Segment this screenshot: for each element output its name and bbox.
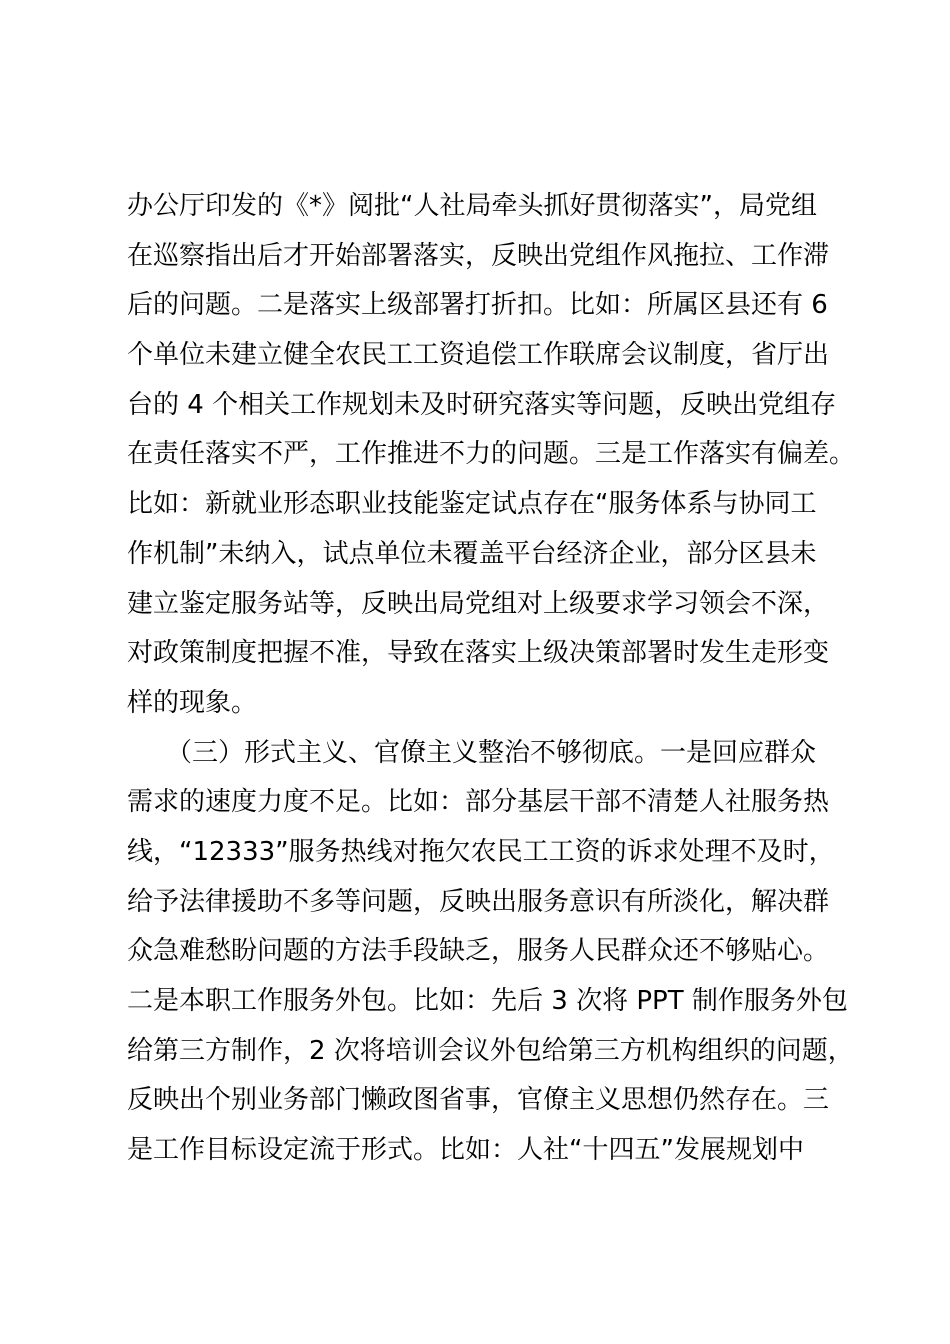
text-line: 比如：新就业形态职业技能鉴定试点存在“服务体系与协同工	[127, 489, 817, 520]
text-line: 给予法律援助不多等问题，反映出服务意识有所淡化，解决群	[127, 886, 830, 917]
text-line: 办公厅印发的《*》阅批“人社局牵头抓好贯彻落实”，局党组	[127, 191, 817, 221]
text-line: 众急难愁盼问题的方法手段缺乏，服务人民群众还不够贴心。	[127, 936, 830, 967]
text-line: 建立鉴定服务站等，反映出局党组对上级要求学习领会不深，	[127, 588, 830, 619]
text-line: 是工作目标设定流于形式。比如：人社“十四五”发展规划中	[127, 1135, 804, 1166]
text-line: 反映出个别业务部门懒政图省事，官僚主义思想仍然存在。三	[127, 1085, 830, 1116]
text-line: 在责任落实不严，工作推进不力的问题。三是工作落实有偏差。	[127, 439, 856, 470]
text-line: 对政策制度把握不准，导致在落实上级决策部署时发生走形变	[127, 638, 830, 669]
text-line: 需求的速度力度不足。比如：部分基层干部不清楚人社服务热	[127, 787, 830, 818]
text-line: 作机制”未纳入，试点单位未覆盖平台经济企业，部分区县未	[127, 538, 817, 569]
text-line: 线，“12333”服务热线对拖欠农民工工资的诉求处理不及时，	[127, 836, 835, 867]
body-text	[127, 182, 867, 1176]
text-line: 二是本职工作服务外包。比如：先后 3 次将 PPT 制作服务外包	[127, 986, 848, 1016]
text-line: 后的问题。二是落实上级部署打折扣。比如：所属区县还有 6	[127, 290, 828, 321]
text-line: 台的 4 个相关工作规划未及时研究落实等问题，反映出党组存	[127, 389, 837, 420]
text-line: 样的现象。	[127, 687, 258, 718]
text-line: 个单位未建立健全农民工工资追偿工作联席会议制度，省厅出	[127, 340, 830, 371]
section-heading-line: （三）形式主义、官僚主义整治不够彻底。一是回应群众	[127, 737, 817, 768]
text-line: 在巡察指出后才开始部署落实，反映出党组作风拖拉、工作滞	[127, 240, 830, 271]
text-line: 给第三方制作，2 次将培训会议外包给第三方机构组织的问题，	[127, 1035, 854, 1066]
